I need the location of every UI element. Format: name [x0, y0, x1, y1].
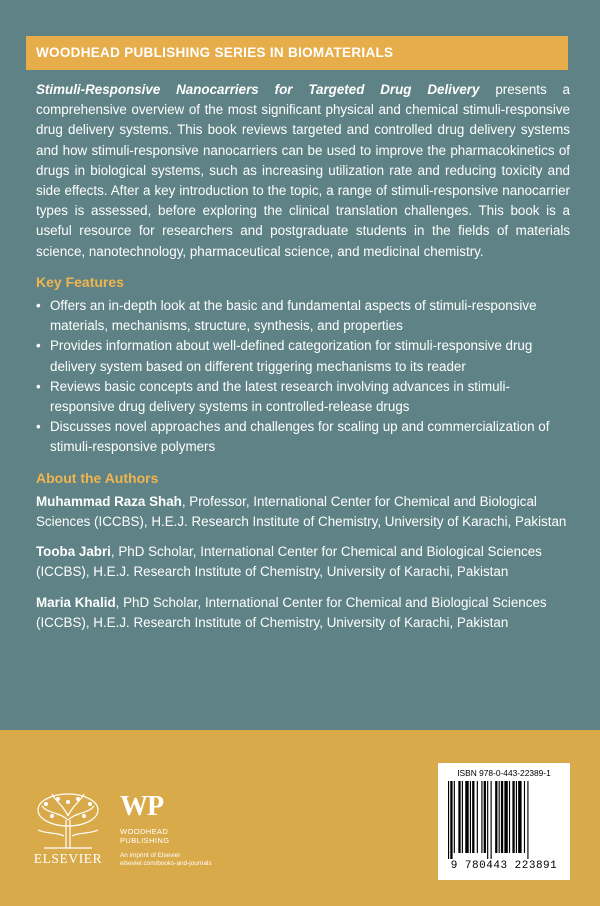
- barcode-bar: [524, 781, 525, 853]
- feature-text: Provides information about well-defined categorization for stimuli-responsive drug delivery system based on different triggering mechanisms to its reader: [50, 338, 533, 374]
- barcode-bar: [491, 781, 492, 859]
- barcode-number: 9 780443 223891: [450, 860, 558, 872]
- imprint-line: An imprint of Elsevier: [120, 852, 181, 859]
- feature-text: Discusses novel approaches and challenges for scaling up and commercialization of stimuli-responsive polymers: [50, 419, 550, 455]
- author-entry: [36, 542, 570, 582]
- barcode-bar: [516, 781, 517, 853]
- woodhead-label: WOODHEAD: [120, 827, 169, 836]
- barcode-bar: [527, 781, 528, 859]
- about-authors-heading: About the Authors: [36, 469, 159, 486]
- key-features-list: [36, 296, 570, 458]
- list-item: [36, 296, 570, 336]
- publishing-label: PUBLISHING: [120, 836, 170, 845]
- author-entry: [36, 593, 570, 633]
- author-name: Maria Khalid: [36, 594, 116, 610]
- feature-text: Reviews basic concepts and the latest research involving advances in stimuli-responsive drug delivery systems in controlled-release drugs: [50, 378, 510, 415]
- barcode-icon: [446, 781, 562, 861]
- publisher-url: elsevier.com/books-and-journals: [120, 860, 212, 867]
- barcode-bar: [450, 781, 452, 859]
- list-item: [36, 336, 570, 376]
- barcode-bar: [484, 781, 486, 853]
- feature-text: Offers an in-depth look at the basic and fundamental aspects of stimuli-responsive materials, mechanisms, structure, synthesis, and properties: [50, 298, 537, 334]
- series-banner: WOODHEAD PUBLISHING SERIES IN BIOMATERIALS: [26, 36, 568, 70]
- barcode-bar: [481, 781, 482, 853]
- author-bio: , PhD Scholar, International Center for Chemical and Biological Sciences (ICCBS), H.E.J. Research Institute of Chemistry, University of Karachi, Pakistan: [36, 594, 547, 630]
- barcode-bar: [487, 781, 488, 859]
- isbn-label: ISBN 978-0-443-22389-1: [457, 768, 551, 778]
- author-bio: , PhD Scholar, International Center for Chemical and Biological Sciences (ICCBS), H.E.J. Research Institute of Chemistry, University of Karachi, Pakistan: [36, 544, 542, 580]
- list-item: [36, 417, 570, 457]
- barcode-bar: [477, 781, 478, 853]
- barcode-bar: [495, 781, 497, 853]
- intro-paragraph: [36, 80, 570, 262]
- author-name: Muhammad Raza Shah: [36, 493, 182, 509]
- key-features-heading: Key Features: [36, 273, 124, 290]
- barcode-bar: [518, 781, 521, 853]
- top-strip: [0, 0, 600, 30]
- elsevier-tree-logo: [30, 790, 106, 850]
- woodhead-publishing-logo: WP: [120, 791, 164, 822]
- barcode-bar: [448, 781, 449, 859]
- list-item: [36, 377, 570, 417]
- barcode-bar: [458, 781, 460, 853]
- bullet-icon: •: [36, 378, 41, 394]
- barcode-bar: [472, 781, 474, 853]
- barcode-bar: [501, 781, 503, 853]
- bullet-icon: •: [36, 298, 41, 314]
- barcode-panel: [438, 763, 570, 880]
- barcode-bar: [470, 781, 471, 853]
- bullet-icon: •: [36, 419, 41, 435]
- barcode-bar: [512, 781, 514, 853]
- author-bio: , Professor, International Center for Chemical and Biological Sciences (ICCBS), H.E.J. Research Institute of Chemistry, University of Karachi, Pakistan: [36, 493, 567, 530]
- author-entry: [36, 492, 570, 532]
- barcode-bar: [465, 781, 468, 853]
- barcode-bar: [504, 781, 507, 853]
- barcode-bar: [454, 781, 455, 853]
- book-title: Stimuli-Responsive Nanocarriers for Targeted Drug Delivery: [36, 82, 480, 97]
- barcode-bar: [499, 781, 500, 853]
- back-cover-content: [36, 80, 570, 643]
- barcode-bar: [509, 781, 510, 853]
- barcode-bar: [462, 781, 463, 853]
- elsevier-wordmark: ELSEVIER: [33, 851, 103, 866]
- intro-text: presents a comprehensive overview of the most significant physical and chemical stimuli-responsive drug delivery systems. This book reviews targeted and controlled drug delivery systems and how stimuli-responsive nanocarriers can be used to improve the pharmacokinetics of drugs in biological systems, such as increasing utilization rate and reducing toxicity and side effects. After a key introduction to the topic, a range of stimuli-responsive nanocarrier types is assessed, before exploring the clinical translation challenges. This book is a useful resource for researchers and postgraduate students in the fields of materials science, nanotechnology, pharmaceutical science, and medicinal chemistry.: [36, 82, 570, 259]
- bullet-icon: •: [36, 338, 41, 354]
- author-name: Tooba Jabri: [36, 544, 111, 560]
